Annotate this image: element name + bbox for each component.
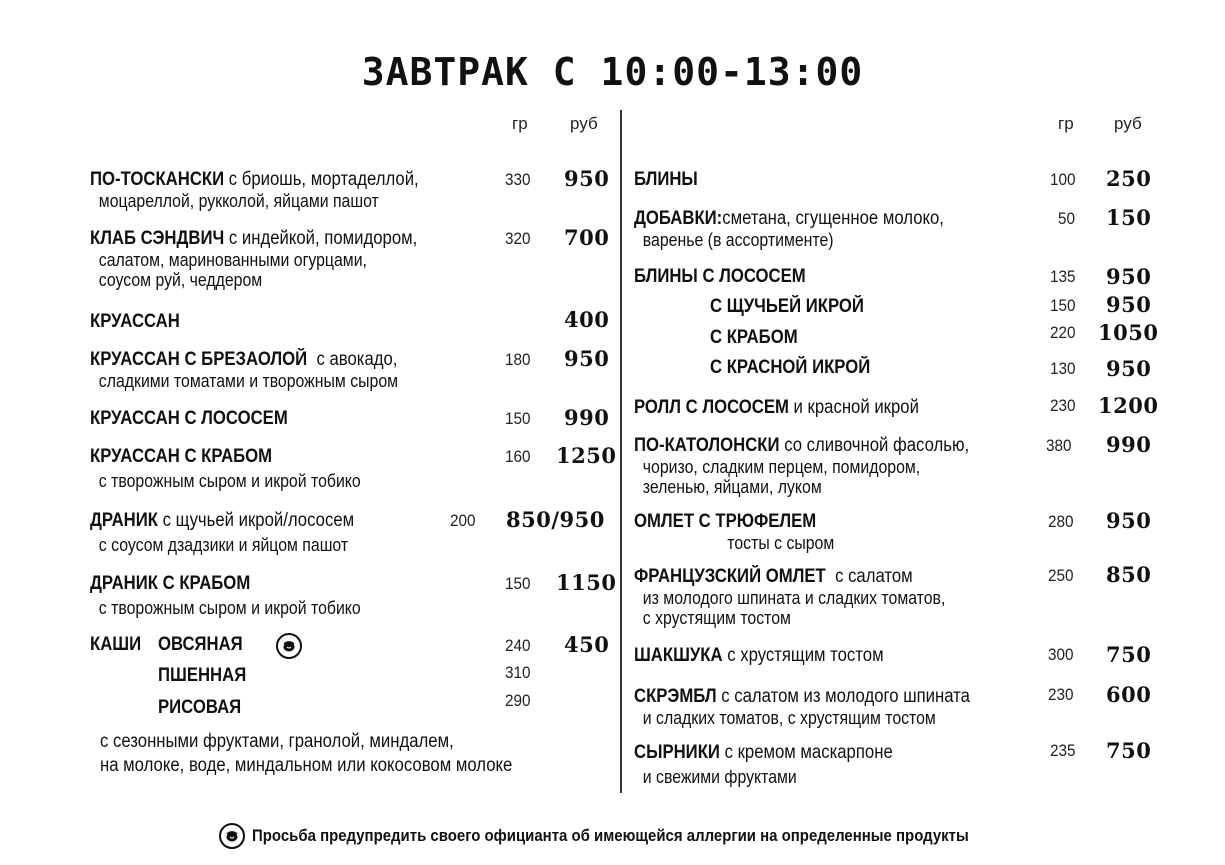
item-weight: 50 [1058,209,1076,228]
item-price: 950 [1106,356,1152,381]
item-desc: с индейкой, помидором, [228,228,418,249]
item-desc: моцареллой, рукколой, яйцами пашот [98,191,379,211]
kashi-millet: ПШЕННАЯ [158,665,247,686]
item-desc: с кремом маскарпоне [724,742,893,763]
item-name: ШАКШУКА [634,645,723,666]
menu-item-toskanski [90,168,464,211]
item-weight: 150 [505,574,531,593]
column-divider [620,110,622,793]
item-price: 950 [1106,292,1152,317]
menu-item-croissant-bresaola [90,348,440,391]
nut-allergen-icon [219,823,245,849]
item-weight: 135 [1050,267,1076,286]
item-price: 400 [564,307,610,332]
item-desc: с творожным сыром и икрой тобико [98,598,361,618]
menu-item-bliny [634,168,707,191]
item-desc: на молоке, воде, миндальном или кокосовом молоке [100,755,513,776]
kashi-rice: РИСОВАЯ [158,697,242,718]
item-name: ДОБАВКИ: [634,208,723,229]
right-rub-header: руб [1114,114,1142,133]
item-name: ПО-КАТОЛОНСКИ [634,435,780,456]
item-desc: варенье (в ассортименте) [642,230,834,250]
item-weight: 380 [1046,436,1072,455]
menu-item-scramble [634,685,1016,728]
item-desc: с авокадо, [316,349,398,370]
item-name: КРУАССАН С ЛОСОСЕМ [90,408,288,429]
item-price: 950 [564,346,610,371]
item-weight: 250 [1048,566,1074,585]
item-name: КРУАССАН С БРЕЗАОЛОЙ [90,349,308,370]
item-weight: 180 [505,350,531,369]
menu-item-dobavki [634,207,986,250]
item-weight: 280 [1048,512,1074,531]
item-desc: сметана, сгущенное молоко, [722,208,944,229]
item-desc: с щучьей икрой/лососем [162,510,355,531]
item-price: 950 [564,166,610,191]
item-desc: со сливочной фасолью, [784,435,970,456]
right-gr-header: гр [1058,114,1074,133]
item-weight: 310 [505,663,531,682]
item-price: 750 [1106,738,1152,763]
menu-item-dranik-crab [90,572,398,618]
item-desc: и свежими фруктами [642,767,797,787]
item-name: РОЛЛ С ЛОСОСЕМ [634,397,789,418]
item-desc: с сезонными фруктами, гранолой, миндалем, [100,731,454,752]
item-weight: 100 [1050,170,1076,189]
item-price: 1250 [556,443,617,468]
bliny-crab-name: С КРАБОМ [710,327,798,348]
item-weight: 235 [1050,741,1076,760]
nut-allergen-icon [276,633,302,659]
item-name: КЛАБ СЭНДВИЧ [90,228,225,249]
item-price: 950 [1106,264,1152,289]
item-name: ФРАНЦУЗСКИЙ ОМЛЕТ [634,566,826,587]
item-price: 1200 [1098,393,1159,418]
item-price: 950 [1106,508,1152,533]
item-weight: 200 [450,511,476,530]
item-name: КРУАССАН [90,311,180,332]
left-rub-header: руб [570,114,598,133]
item-name: СКРЭМБЛ [634,686,717,707]
menu-item-omelet-french [634,565,988,628]
item-desc: с хрустящим тостом [642,608,791,628]
menu-title: ЗАВТРАК С 10:00-13:00 [361,50,864,94]
bliny-red-caviar-name: С КРАСНОЙ ИКРОЙ [710,357,871,378]
menu-item-club-sandwich [90,227,462,290]
item-desc: и сладких томатов, с хрустящим тостом [642,708,936,728]
item-weight: 230 [1048,685,1074,704]
bliny-pike-name: С ЩУЧЬЕЙ ИКРОЙ [710,296,864,317]
item-price: 600 [1106,682,1152,707]
item-desc: салатом, маринованными огурцами, [98,250,367,270]
item-name: СЫРНИКИ [634,742,720,763]
item-name: ДРАНИК [90,510,158,531]
item-desc: сладкими томатами и творожным сыром [98,371,399,391]
item-weight: 240 [505,636,531,655]
item-price: 150 [1106,205,1152,230]
item-price: 750 [1106,642,1152,667]
left-gr-header: гр [512,114,528,133]
item-desc: с соусом дзадзики и яйцом пашот [98,535,349,555]
menu-item-shakshuka [634,644,918,667]
item-weight: 150 [1050,296,1076,315]
item-desc: с хрустящим тостом [727,645,884,666]
kashi-label: КАШИ [90,634,142,655]
item-weight: 320 [505,229,531,248]
item-desc: с бриошь, мортаделлой, [228,169,419,190]
item-price: 1150 [556,570,617,595]
item-name: БЛИНЫ [634,169,698,190]
item-weight: 330 [505,170,531,189]
item-desc: из молодого шпината и сладких томатов, [642,588,946,608]
menu-item-dranik [90,509,390,555]
item-price: 850/950 [506,507,605,532]
item-price: 450 [564,632,610,657]
item-price: 1050 [1098,320,1159,345]
menu-item-omelet-truffle [634,510,862,553]
item-weight: 300 [1048,645,1074,664]
item-weight: 220 [1050,323,1076,342]
item-price: 850 [1106,562,1152,587]
menu-item-croissant [90,310,192,333]
item-desc: с салатом [835,566,913,587]
bliny-salmon-name: БЛИНЫ С ЛОСОСЕМ [634,266,806,287]
item-price: 990 [1106,432,1152,457]
menu-item-croissant-crab [90,445,398,491]
item-price: 700 [564,225,610,250]
item-name: ДРАНИК С КРАБОМ [90,573,251,594]
item-desc: и красной икрой [793,397,919,418]
item-name: КРУАССАН С КРАБОМ [90,446,273,467]
item-weight: 230 [1050,396,1076,415]
item-weight: 150 [505,409,531,428]
item-weight: 160 [505,447,531,466]
kashi-oat: ОВСЯНАЯ [158,634,243,655]
item-desc: соусом руй, чеддером [98,270,263,290]
item-desc: зеленью, яйцами, луком [642,477,822,497]
item-desc: с салатом из молодого шпината [721,686,970,707]
item-weight: 290 [505,691,531,710]
kashi-description [100,730,569,778]
menu-item-croissant-salmon [90,407,315,430]
item-price: 990 [564,405,610,430]
item-weight: 130 [1050,359,1076,378]
menu-item-roll [634,396,958,419]
item-name: ПО-ТОСКАНСКИ [90,169,225,190]
allergy-notice: Просьба предупредить своего официанта об имеющейся аллергии на определенные продукты [252,826,969,845]
menu-item-syrniki [634,741,928,787]
item-desc: тосты с сыром [727,533,835,553]
item-price: 250 [1106,166,1152,191]
menu-item-katalon [634,434,1015,497]
item-desc: с творожным сыром и икрой тобико [98,471,361,491]
item-desc: чоризо, сладким перцем, помидором, [642,457,921,477]
item-name: ОМЛЕТ С ТРЮФЕЛЕМ [634,511,817,532]
